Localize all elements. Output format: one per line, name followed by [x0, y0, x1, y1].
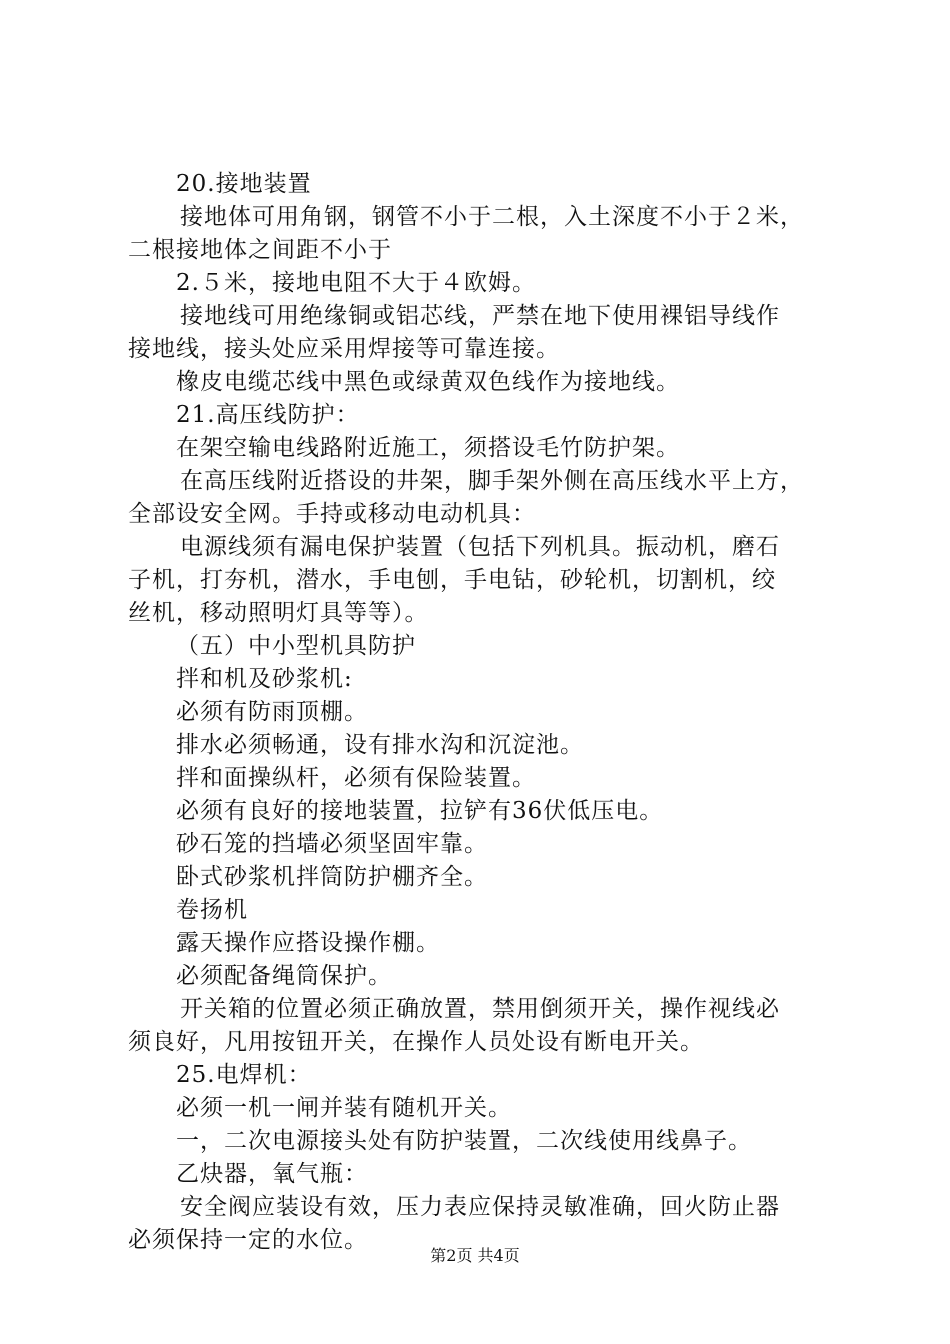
page-footer: 第2页 共4页 — [430, 1246, 520, 1265]
heading-welding-machine: 25.电焊机： — [176, 1062, 312, 1088]
paragraph-line: 电源线须有漏电保护装置（包括下列机具。振动机，磨石 — [180, 534, 780, 560]
paragraph-line: 必须有防雨顶棚。 — [176, 699, 368, 725]
paragraph-line: 必须保持一定的水位。 — [128, 1227, 368, 1253]
paragraph-line: 二根接地体之间距不小于 — [128, 237, 392, 263]
heading-grounding-device: 20.接地装置 — [176, 171, 312, 197]
paragraph-line: 在架空输电线路附近施工，须搭设毛竹防护架。 — [176, 435, 680, 461]
heading-small-machinery: （五）中小型机具防护 — [176, 633, 416, 659]
paragraph-line: 排水必须畅通，设有排水沟和沉淀池。 — [176, 732, 584, 758]
paragraph-line: 砂石笼的挡墙必须坚固牢靠。 — [176, 831, 488, 857]
paragraph-line: 拌和面操纵杆，必须有保险装置。 — [176, 765, 536, 791]
paragraph-line: 接地线，接头处应采用焊接等可靠连接。 — [128, 336, 560, 362]
paragraph-line: 卷扬机 — [176, 897, 248, 923]
paragraph-line: 须良好，凡用按钮开关，在操作人员处设有断电开关。 — [128, 1029, 704, 1055]
paragraph-line: 一，二次电源接头处有防护装置，二次线使用线鼻子。 — [176, 1128, 752, 1154]
paragraph-line: 必须一机一闸并装有随机开关。 — [176, 1095, 512, 1121]
paragraph-line: 橡皮电缆芯线中黑色或绿黄双色线作为接地线。 — [176, 369, 680, 395]
paragraph-line: 卧式砂浆机拌筒防护棚齐全。 — [176, 864, 488, 890]
paragraph-line: 全部设安全网。手持或移动电动机具： — [128, 501, 536, 527]
paragraph-line: 必须配备绳筒保护。 — [176, 963, 392, 989]
paragraph-line: 在高压线附近搭设的井架，脚手架外侧在高压线水平上方， — [180, 468, 804, 494]
paragraph-line: 接地体可用角钢，钢管不小于二根，入土深度不小于２米， — [180, 204, 804, 230]
paragraph-line: 拌和机及砂浆机: — [176, 666, 353, 692]
paragraph-line: 接地线可用绝缘铜或铝芯线，严禁在地下使用裸铝导线作 — [180, 303, 780, 329]
paragraph-line: 开关箱的位置必须正确放置，禁用倒须开关，操作视线必 — [180, 996, 780, 1022]
paragraph-line: 2.５米，接地电阻不大于４欧姆。 — [176, 270, 536, 296]
heading-high-voltage-protection: 21.高压线防护： — [176, 402, 360, 428]
paragraph-line: 必须有良好的接地装置，拉铲有36伏低压电。 — [176, 798, 664, 824]
paragraph-line: 乙炔器，氧气瓶： — [176, 1161, 368, 1187]
document-body — [128, 168, 848, 1257]
paragraph-line: 丝机，移动照明灯具等等）。 — [128, 600, 429, 626]
paragraph-line: 露天操作应搭设操作棚。 — [176, 930, 440, 956]
paragraph-line: 安全阀应装设有效，压力表应保持灵敏准确，回火防止器 — [180, 1194, 780, 1220]
paragraph-line: 子机，打夯机，潜水，手电刨，手电钻，砂轮机，切割机，绞 — [128, 567, 776, 593]
